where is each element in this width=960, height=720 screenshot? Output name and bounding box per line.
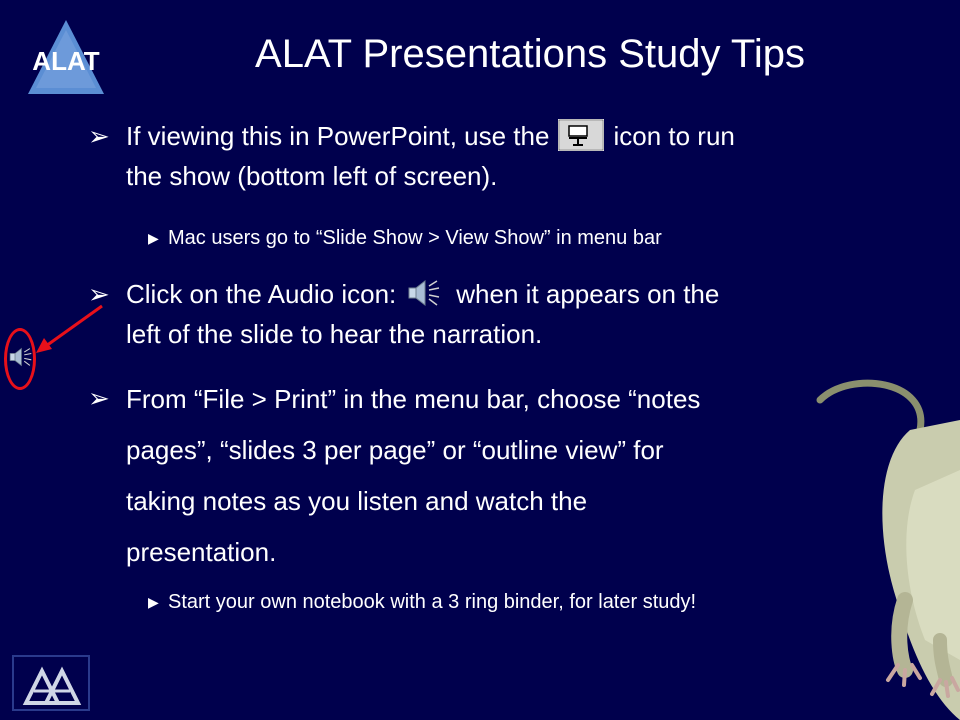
bullet-text: pages”, “slides 3 per page” or “outline view” for [126, 435, 664, 465]
speaker-icon [406, 277, 440, 309]
bullet-text: the show (bottom left of screen). [126, 161, 498, 191]
sub-bullet-text: Start your own notebook with a 3 ring binder, for later study! [168, 591, 697, 613]
sub-bullet-icon: ▶ [148, 230, 159, 246]
bullet-arrow-icon: ➢ [88, 279, 110, 309]
bullet-text: If viewing this in PowerPoint, use the [126, 121, 550, 151]
slideshow-icon [557, 118, 605, 152]
bullet-text: when it appears on the [456, 279, 720, 309]
bullet-arrow-icon: ➢ [88, 383, 110, 413]
bullet-text: left of the slide to hear the narration. [126, 319, 543, 349]
bullet-arrow-icon: ➢ [88, 121, 110, 151]
sub-bullet-text: Mac users go to “Slide Show > View Show” in menu bar [168, 227, 662, 249]
bullet-text: taking notes as you listen and watch the [126, 486, 588, 516]
highlight-circle [4, 328, 36, 390]
bullet-text: icon to run [613, 121, 735, 151]
alat-logo [26, 18, 106, 96]
bullet-text: Click on the Audio icon: [126, 279, 397, 309]
logo-text: ALAT [32, 46, 100, 76]
bullet-text: From “File > Print” in the menu bar, choose “notes [126, 384, 701, 414]
bullet-text: presentation. [126, 537, 277, 567]
bottom-logo [12, 655, 90, 711]
slide-title: ALAT Presentations Study Tips [255, 32, 805, 76]
red-arrow [34, 304, 104, 354]
sub-bullet-icon: ▶ [148, 594, 159, 610]
